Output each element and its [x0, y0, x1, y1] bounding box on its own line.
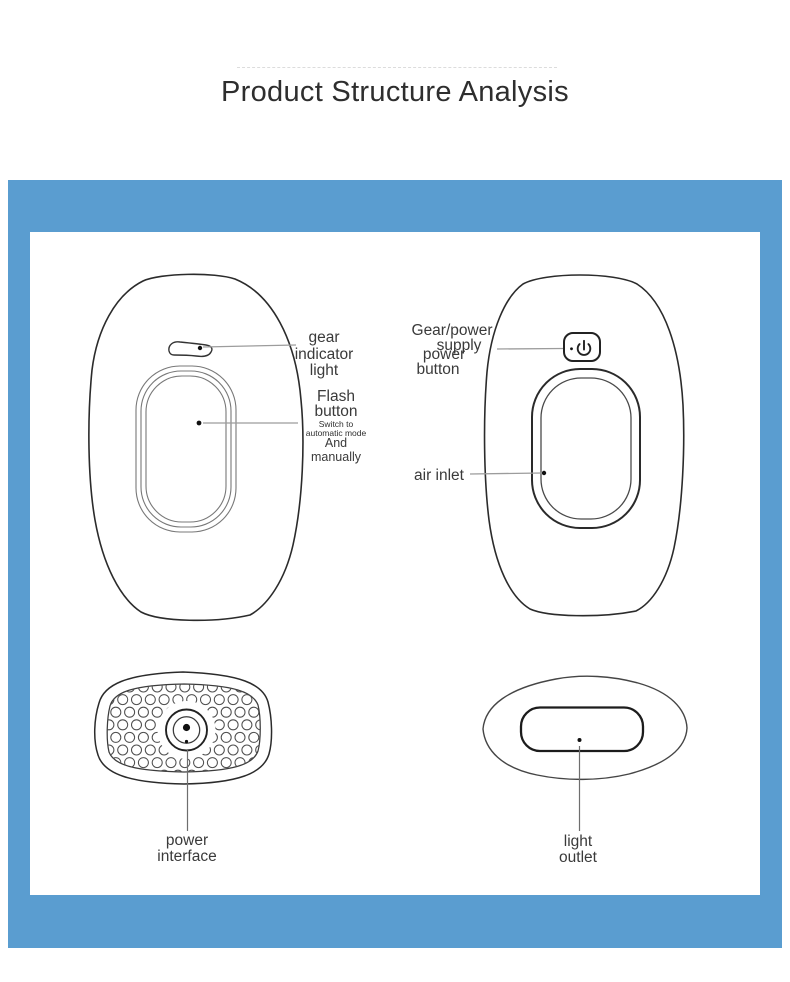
label-line: button	[416, 360, 460, 378]
right-device-front	[485, 275, 684, 616]
label-line: indicator	[294, 345, 354, 363]
bottom-view-light	[483, 676, 687, 779]
label-line: light	[309, 362, 339, 379]
label-light-outlet	[559, 834, 597, 866]
light-outlet-slot	[521, 708, 643, 752]
page-title-line2: Analysis	[458, 76, 569, 108]
bottom-view-power	[95, 672, 273, 784]
label-air-inlet	[414, 467, 464, 485]
label-flash-button	[306, 390, 366, 464]
label-gear-indicator-light	[295, 330, 354, 380]
label-line: manually	[310, 449, 362, 464]
power-button	[564, 333, 600, 361]
page-title-line1: Product Structure	[221, 76, 452, 108]
label-line: Gear/power	[411, 322, 493, 339]
label-line: button	[314, 402, 358, 420]
label-line: supply	[436, 336, 482, 354]
power-connector	[158, 701, 216, 759]
air-inlet-window	[532, 369, 640, 528]
label-line-small: Switch to	[318, 419, 354, 429]
label-line: air inlet	[414, 467, 464, 484]
label-line: interface	[157, 848, 217, 865]
label-line: power	[422, 346, 466, 363]
label-line: light	[563, 833, 593, 850]
label-line: power	[165, 832, 209, 849]
label-power-interface	[157, 833, 216, 865]
label-line: gear	[308, 329, 340, 346]
label-line-small: automatic mode	[305, 428, 367, 438]
left-device-front	[89, 274, 303, 620]
label-line: And	[324, 436, 348, 450]
label-line: Flash	[317, 388, 355, 405]
label-gear-power-button	[410, 324, 491, 377]
label-line: outlet	[559, 849, 597, 866]
